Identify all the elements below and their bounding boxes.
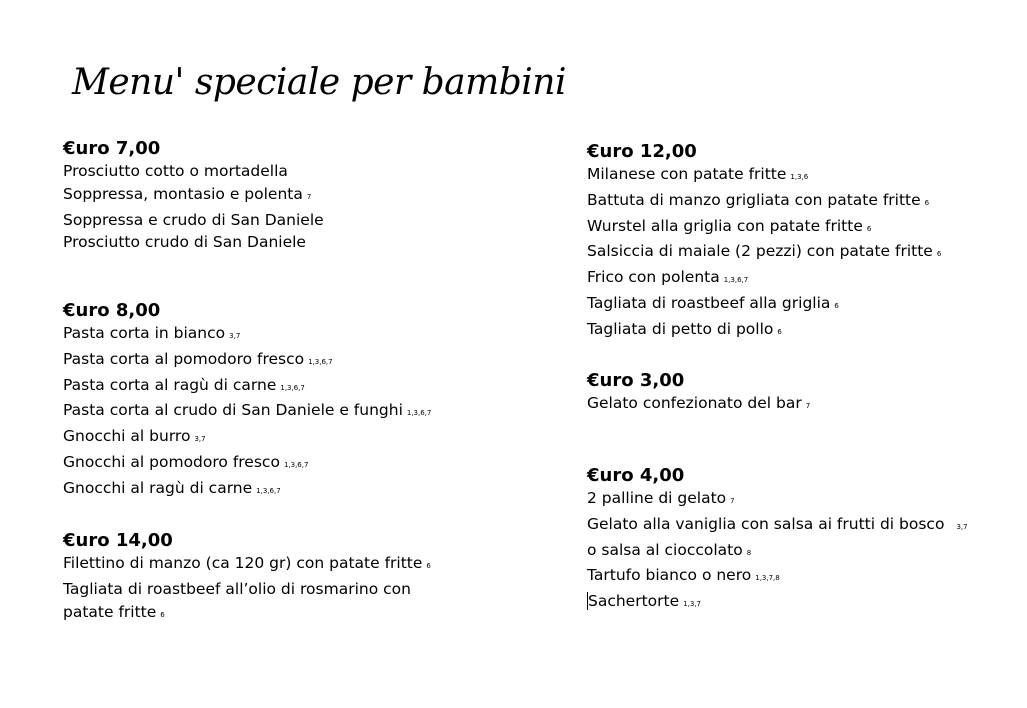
allergen-codes: 1,3,6,7 xyxy=(280,383,305,392)
menu-item xyxy=(587,590,968,616)
item-name: 2 palline di gelato xyxy=(587,489,727,507)
section-price: €uro 14,00 xyxy=(63,530,173,551)
allergen-codes: 1,3,6,7 xyxy=(308,357,333,366)
page-title: Menu' speciale per bambini xyxy=(72,62,567,103)
menu-item xyxy=(63,477,431,503)
allergen-codes: 7 xyxy=(805,402,811,410)
allergen-codes: 1,3,6,7 xyxy=(723,276,749,285)
menu-section-euro-12 xyxy=(587,141,941,344)
item-name: Milanese con patate fritte xyxy=(587,165,787,183)
allergen-codes: 6 xyxy=(426,562,431,570)
menu-item xyxy=(587,487,968,513)
item-name: Tagliata di roastbeef all’olio di rosmarino con patate fritte xyxy=(63,579,411,621)
menu-item xyxy=(587,318,941,344)
item-name: Pasta corta in bianco xyxy=(63,324,226,342)
allergen-codes: 1,3,6 xyxy=(790,173,809,181)
item-name: Pasta corta al pomodoro fresco xyxy=(63,349,305,368)
allergen-codes: 7 xyxy=(306,192,312,201)
allergen-codes: 3,7 xyxy=(194,435,206,444)
menu-item xyxy=(587,539,968,565)
menu-item xyxy=(63,209,324,232)
allergen-codes: 3,7 xyxy=(956,522,968,531)
menu-item xyxy=(587,564,968,590)
item-name[interactable]: Sachertorte xyxy=(588,592,680,611)
allergen-codes: 1,3,6,7 xyxy=(256,486,281,495)
menu-item xyxy=(63,322,431,348)
section-price: €uro 4,00 xyxy=(587,465,685,486)
item-name: Filettino di manzo (ca 120 gr) con patate fritte xyxy=(63,554,423,572)
item-name: Pasta corta al ragù di carne xyxy=(63,375,277,394)
item-name: Soppressa e crudo di San Daniele xyxy=(63,210,324,229)
item-name: Pasta corta al crudo di San Daniele e funghi xyxy=(63,401,403,420)
menu-item xyxy=(63,578,418,627)
section-price: €uro 12,00 xyxy=(587,141,697,162)
menu-item xyxy=(63,231,324,254)
item-name: Salsiccia di maiale (2 pezzi) con patate fritte xyxy=(587,242,933,261)
menu-item xyxy=(587,163,941,189)
menu-section-euro-14 xyxy=(63,530,431,626)
menu-section-euro-7 xyxy=(63,138,324,254)
item-name: Tagliata di petto di pollo xyxy=(587,319,774,338)
menu-item xyxy=(63,183,324,209)
allergen-codes: 1,3,7 xyxy=(683,600,701,609)
allergen-codes: 6 xyxy=(924,198,930,207)
allergen-codes: 8 xyxy=(746,548,752,557)
item-name: Gelato confezionato del bar xyxy=(587,394,802,412)
section-price: €uro 8,00 xyxy=(63,300,161,321)
menu-item xyxy=(587,266,941,292)
item-name: Frico con polenta xyxy=(587,268,720,287)
menu-item xyxy=(63,160,324,183)
item-name: Tagliata di roastbeef alla griglia xyxy=(587,293,831,312)
menu-section-euro-3 xyxy=(587,370,810,418)
menu-item xyxy=(63,399,431,425)
menu-item xyxy=(587,215,941,241)
item-name: o salsa al cioccolato xyxy=(587,540,743,559)
item-name: Prosciutto cotto o mortadella xyxy=(63,162,288,180)
menu-item xyxy=(63,451,431,477)
item-name: Tartufo bianco o nero xyxy=(587,566,752,585)
item-name: Gnocchi al pomodoro fresco xyxy=(63,452,280,471)
menu-item xyxy=(63,348,431,374)
item-name: Gnocchi al ragù di carne xyxy=(63,478,253,497)
item-name: Prosciutto crudo di San Daniele xyxy=(63,233,306,252)
allergen-codes: 6 xyxy=(160,610,165,619)
menu-section-euro-8 xyxy=(63,300,431,503)
menu-item xyxy=(587,513,968,539)
item-name: Gnocchi al burro xyxy=(63,427,191,446)
allergen-codes: 7 xyxy=(730,497,735,505)
allergen-codes: 1,3,7,8 xyxy=(755,574,780,583)
allergen-codes: 6 xyxy=(936,250,942,259)
allergen-codes: 1,3,6,7 xyxy=(406,409,432,418)
allergen-codes: 3,7 xyxy=(229,332,241,340)
menu-item xyxy=(63,552,431,578)
item-name: Soppressa, montasio e polenta xyxy=(63,184,303,203)
item-name: Gelato alla vaniglia con salsa ai frutti di bosco xyxy=(587,514,945,533)
item-name: Wurstel alla griglia con patate fritte xyxy=(587,216,863,235)
menu-item xyxy=(63,374,431,400)
section-price: €uro 3,00 xyxy=(587,370,685,391)
section-price: €uro 7,00 xyxy=(63,138,161,159)
allergen-codes: 6 xyxy=(866,224,872,233)
allergen-codes: 6 xyxy=(834,301,839,310)
menu-item xyxy=(63,425,431,451)
menu-section-euro-4 xyxy=(587,465,968,616)
item-name: Battuta di manzo grigliata con patate fritte xyxy=(587,190,921,209)
allergen-codes: 1,3,6,7 xyxy=(283,460,309,469)
menu-item xyxy=(587,189,941,215)
menu-item xyxy=(587,392,810,418)
menu-item xyxy=(587,240,941,266)
allergen-codes: 6 xyxy=(777,327,782,336)
menu-item xyxy=(587,292,941,318)
